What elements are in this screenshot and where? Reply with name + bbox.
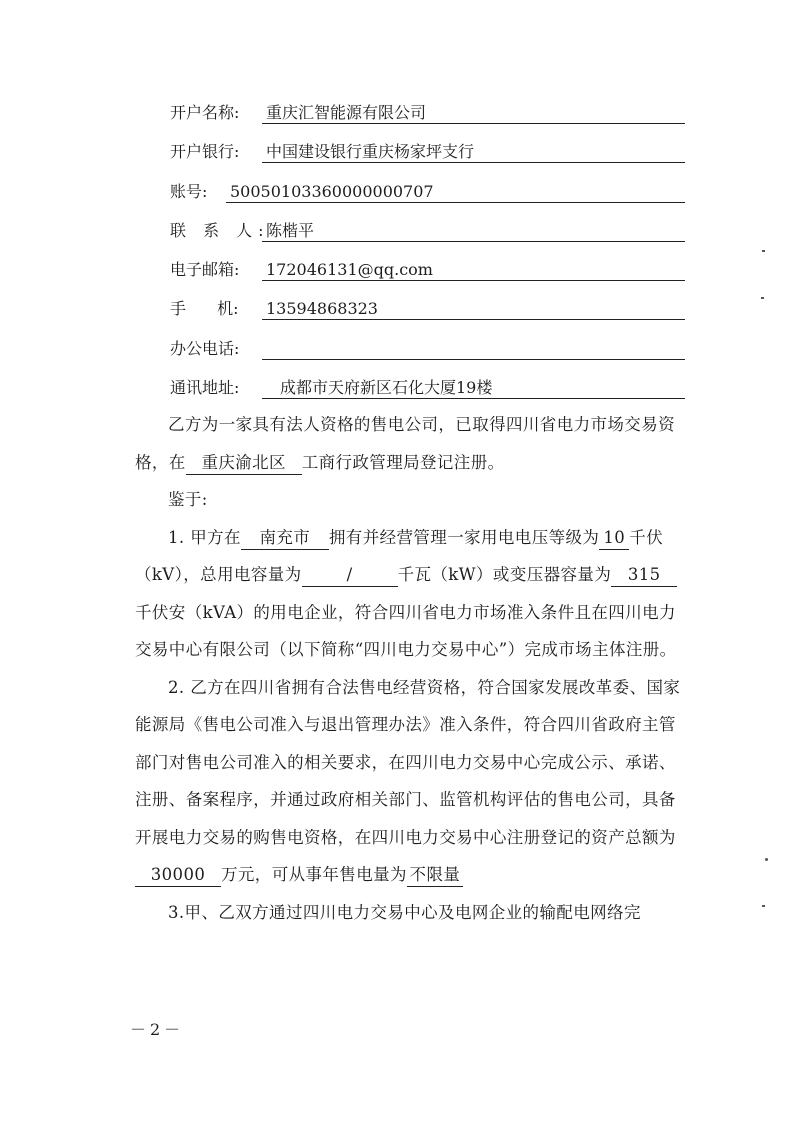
office-phone-value (262, 337, 685, 360)
office-phone-row (170, 337, 239, 361)
scan-speck (761, 297, 764, 299)
account-number-value: 50050103360000000707 (226, 180, 685, 203)
contact-person-row (170, 219, 315, 243)
account-number-label: 账号: (170, 182, 208, 201)
address-label: 通讯地址: (170, 378, 240, 397)
scan-speck (762, 250, 765, 252)
scan-speck (762, 905, 765, 907)
account-number-row (170, 180, 434, 204)
item-1-voltage: 10 (599, 527, 629, 550)
party-b-text-a: 乙方为一家具有法人资格的售电公司，已取得四川省电力市场交易资格，在 (135, 415, 675, 472)
bank-row (170, 140, 475, 164)
mobile-row (170, 297, 378, 321)
item-1-text-c: 千伏（kV），总用电容量为 (135, 527, 664, 584)
whereas-heading: 鉴于: (168, 490, 208, 509)
party-b-region: 重庆渝北区 (186, 452, 302, 475)
item-1-text-d: 千瓦（kW）或变压器容量为 (397, 565, 612, 584)
party-b-text-b: 工商行政管理局登记注册。 (301, 452, 505, 472)
item-2-text-a: 2. 乙方在四川省拥有合法售电经营资格，符合国家发展改革委、国家能源局《售电公司准入与退出管理办法》准入条件，符合四川省政府主管部门对售电公司准入的相关要求，在四川电力交易中心完成公示、承诺、注册、备案程序，并通过政府相关部门、监管机构评估的售电公司，具备开展电力交易的购售电资格，在四川电力交易中心注册登记的资产总额为 (135, 677, 681, 847)
item-2-volume: 不限量 (407, 864, 463, 887)
item-1-text-b: 拥有并经营管理一家用电电压等级为 (328, 527, 600, 547)
email-label: 电子邮箱: (170, 260, 240, 279)
item-1-paragraph (135, 519, 687, 669)
item-2-paragraph (135, 669, 687, 894)
item-1-text-a: 1. 甲方在 (168, 527, 241, 547)
mobile-label: 手 机: (170, 299, 239, 318)
bank-value: 中国建设银行重庆杨家坪支行 (262, 140, 685, 163)
account-name-label: 开户名称: (170, 103, 240, 122)
account-name-row (170, 101, 427, 125)
account-name-value: 重庆汇智能源有限公司 (262, 101, 685, 124)
address-value: 成都市天府新区石化大厦19楼 (262, 376, 685, 399)
item-3-paragraph: 3.甲、乙双方通过四川电力交易中心及电网企业的输配电网络完 (168, 902, 641, 922)
office-phone-label: 办公电话: (170, 339, 240, 358)
contact-person-value: 陈楷平 (262, 219, 685, 242)
email-value: 172046131@qq.com (262, 258, 685, 281)
party-b-paragraph (135, 406, 687, 481)
page-number: －2－ (130, 1020, 185, 1039)
item-2-text-b: 万元，可从事年售电量为 (221, 865, 407, 884)
item-1-transformer: 315 (611, 564, 677, 587)
contact-person-label: 联 系 人: (170, 221, 270, 240)
body-text (135, 406, 687, 931)
item-1-text-e: 千伏安（kVA）的用电企业，符合四川省电力市场准入条件且在四川电力交易中心有限公司（以下简称“四川电力交易中心”）完成市场主体注册。 (135, 602, 677, 659)
item-1-capacity: / (302, 564, 398, 587)
email-row (170, 258, 433, 282)
scan-speck (765, 858, 768, 861)
address-row (170, 376, 493, 400)
item-1-city: 南充市 (241, 527, 329, 550)
item-2-assets: 30000 (135, 864, 221, 887)
bank-label: 开户银行: (170, 142, 240, 161)
mobile-value: 13594868323 (262, 297, 685, 320)
